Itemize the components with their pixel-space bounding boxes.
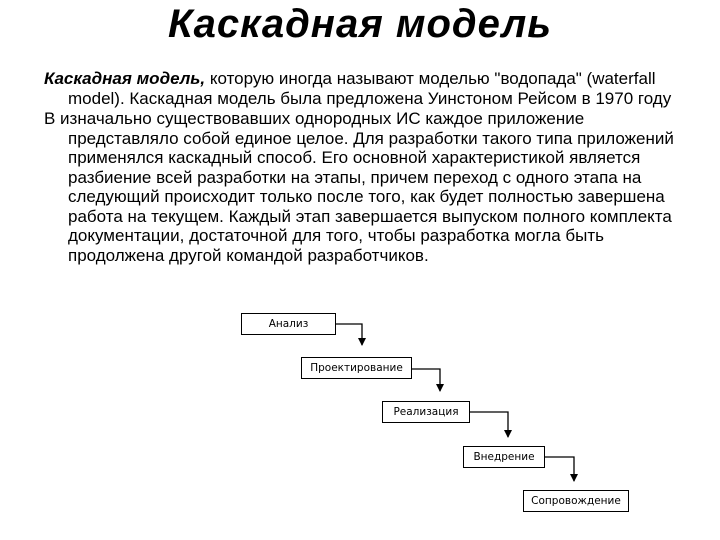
stage-deployment: Внедрение xyxy=(463,446,545,468)
stage-implementation: Реализация xyxy=(382,401,470,423)
paragraph-definition-text: которую иногда называют моделью "водопада" (waterfall model). Каскадная модель была предложена Уинстоном Рейсом в 1970 году xyxy=(68,69,672,108)
paragraph-description-text: В изначально существовавших однородных ИС каждое приложение представляло собой единое целое. Для разработки такого типа приложений применялся каскадный способ. Его основной характеристикой является разбиение всей разработки на этапы, причем переход с одного этапа на следующий происходит только после того, как будет полностью завершена работа на текущем. Каждый этап завершается выпуском полного комплекта документации, достаточной для того, чтобы разработка могла быть продолжена другой командой разработчиков. xyxy=(44,109,674,265)
arrow-implementation-to-deployment xyxy=(470,412,508,437)
arrow-analysis-to-design xyxy=(336,324,362,345)
stage-analysis: Анализ xyxy=(241,313,336,335)
arrow-design-to-implementation xyxy=(412,369,440,391)
stage-design: Проектирование xyxy=(301,357,412,379)
stage-maintenance: Сопровождение xyxy=(523,490,629,512)
term-cascade-model: Каскадная модель, xyxy=(44,69,206,88)
slide-title: Каскадная модель xyxy=(167,2,552,46)
arrow-deployment-to-maintenance xyxy=(545,457,574,481)
